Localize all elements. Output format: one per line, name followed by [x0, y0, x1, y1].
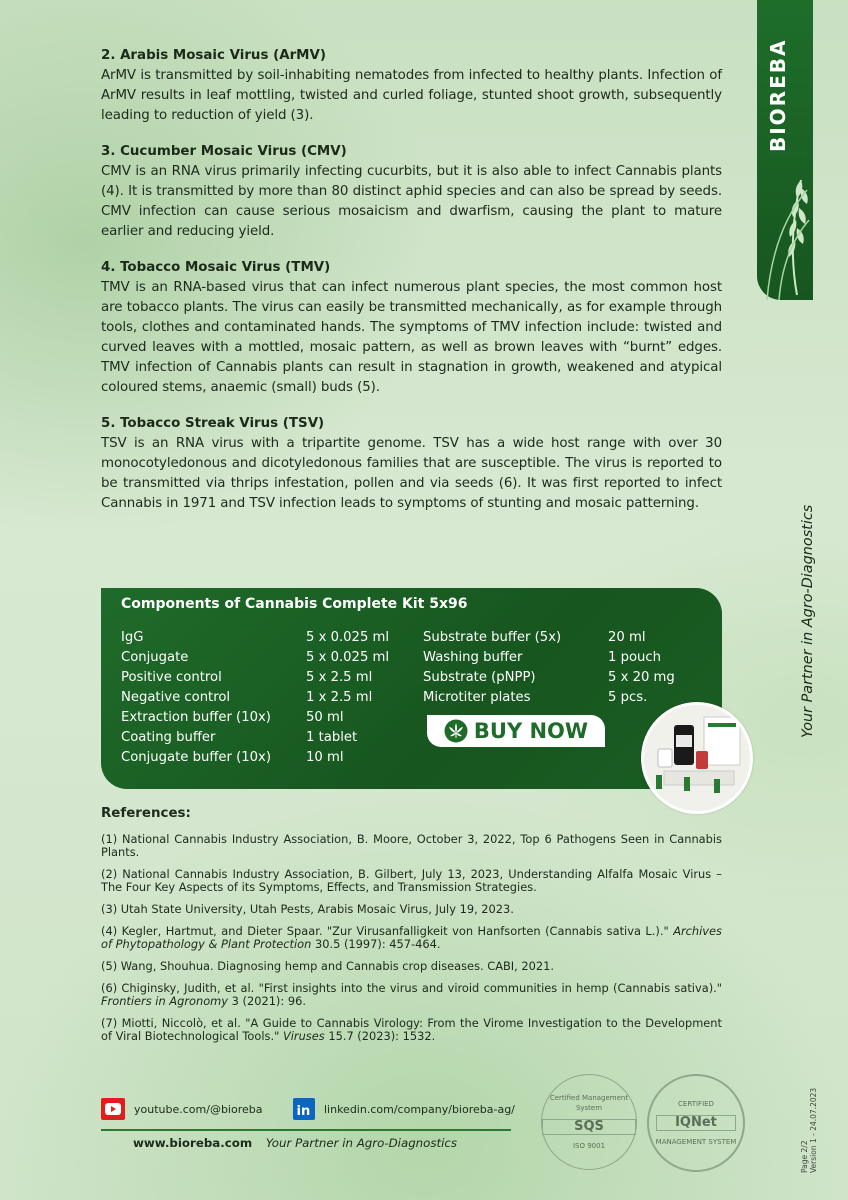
page-number: Page 2/2 — [800, 1140, 809, 1173]
footer-tagline: Your Partner in Agro-Diagnostics — [265, 1136, 458, 1150]
reference-text: (5) Wang, Shouhua. Diagnosing hemp and Cannabis crop diseases. CABI, 2021. — [101, 959, 555, 973]
kit-item-qty: 5 x 0.025 ml — [306, 650, 390, 665]
reference-tail: 30.5 (1997): 457-464. — [311, 937, 441, 951]
reference-item — [101, 903, 722, 916]
kit-item-name: Conjugate — [121, 650, 189, 665]
kit-item-name: Negative control — [121, 690, 231, 705]
reference-item — [101, 833, 722, 859]
wheat-logo-icon — [757, 150, 813, 300]
reference-item — [101, 960, 722, 973]
kit-item-name: Washing buffer — [423, 650, 523, 665]
reference-text: (3) Utah State University, Utah Pests, Arabis Mosaic Virus, July 19, 2023. — [101, 902, 514, 916]
section-title: 5. Tobacco Streak Virus (TSV) — [101, 416, 325, 431]
iqnet-seal-top-text: CERTIFIED — [678, 1100, 714, 1108]
section-title: 3. Cucumber Mosaic Virus (CMV) — [101, 144, 347, 159]
reference-journal: Viruses — [282, 1029, 325, 1043]
kit-product-image — [641, 702, 753, 814]
page-info — [800, 1063, 818, 1173]
footer-divider — [101, 1129, 511, 1131]
kit-item-name: IgG — [121, 630, 144, 645]
kit-item-qty: 50 ml — [306, 710, 344, 725]
reference-item — [101, 925, 722, 951]
kit-item-qty: 5 pcs. — [608, 690, 648, 705]
reference-journal: Archives of Phytopathology & Plant Protection — [101, 924, 722, 951]
sqs-seal-top-text: Certified Management System — [549, 1094, 629, 1112]
kit-item-qty: 5 x 2.5 ml — [306, 670, 373, 685]
section-cmv — [101, 142, 722, 242]
version-text: Version 1 - 24.07.2023 — [809, 1087, 818, 1173]
linkedin-icon — [293, 1098, 315, 1120]
section-title: 4. Tobacco Mosaic Virus (TMV) — [101, 260, 331, 275]
brand-wordmark: BIOREBA — [766, 38, 790, 152]
sqs-certification-seal — [541, 1074, 637, 1170]
kit-left-names — [121, 628, 271, 768]
youtube-icon — [101, 1098, 125, 1120]
section-text: TMV is an RNA-based virus that can infect numerous plant species, the most common host are tobacco plants. The virus can easily be transmitted mechanically, as for example through tools, clothes and contaminated hands. The symptoms of TMV infection include: twisted and curved leaves with a mottled, mosaic pattern, as well as brown leaves with “burnt” edges. TMV infection of Cannabis plants can result in stagnation in growth, weakened and atypical coloured stems, anaemic (small) buds (5). — [101, 280, 722, 395]
reference-text: (6) Chiginsky, Judith, et al. "First insights into the virus and viroid communities in hemp (Cannabis sativa)." — [101, 981, 722, 995]
youtube-url: youtube.com/@bioreba — [134, 1102, 263, 1116]
kit-item-name: Positive control — [121, 670, 222, 685]
section-tmv — [101, 258, 722, 398]
references-section — [101, 806, 722, 1052]
reference-tail: 15.7 (2023): 1532. — [324, 1029, 436, 1043]
article-body — [101, 46, 722, 530]
kit-item-name: Extraction buffer (10x) — [121, 710, 271, 725]
sqs-seal-bottom-text: ISO 9001 — [572, 1142, 606, 1150]
linkedin-url: linkedin.com/company/bioreba-ag/ — [324, 1102, 515, 1116]
kit-item-qty: 5 x 20 mg — [608, 670, 675, 685]
linkedin-link[interactable] — [293, 1098, 515, 1120]
reference-text: (1) National Cannabis Industry Association, B. Moore, October 3, 2022, Top 6 Pathogens Seen in Cannabis Plants. — [101, 832, 722, 859]
kit-item-name: Substrate buffer (5x) — [423, 630, 562, 645]
kit-item-qty: 1 x 2.5 ml — [306, 690, 373, 705]
sqs-seal-mark: SQS — [542, 1119, 636, 1135]
section-text: CMV is an RNA virus primarily infecting cucurbits, but it is also able to infect Cannabis plants (4). It is transmitted by more than 80 distinct aphid species and can also be spread by seeds. CMV infection can cause serious mosaicism and dwarfism, causing the plant to mature earlier and reducing yield. — [101, 164, 722, 239]
section-text: TSV is an RNA virus with a tripartite genome. TSV has a wide host range with over 30 monocotyledonous and dicotyledonous families that are susceptible. The virus is reported to be transmitted via thrips infestation, pollen and via seeds (6). It was first reported to infect Cannabis in 1971 and TSV infection leads to symptoms of stunting and mosaic patterning. — [101, 436, 722, 511]
side-tagline: Your Partner in Agro-Diagnostics — [800, 504, 816, 738]
footer — [133, 1136, 457, 1150]
iqnet-seal-bottom-text: MANAGEMENT SYSTEM — [655, 1138, 737, 1146]
kit-right-qty — [608, 628, 675, 708]
section-text: ArMV is transmitted by soil-inhabiting nematodes from infected to healthy plants. Infection of ArMV results in leaf mottling, twisted and curled foliage, stunted shoot growth, subsequently leading to reduction of yield (3). — [101, 68, 722, 123]
kit-item-qty: 10 ml — [306, 750, 344, 765]
kit-title: Components of Cannabis Complete Kit 5x96 — [121, 596, 468, 612]
section-tsv — [101, 414, 722, 514]
kit-bottles-illustration — [644, 705, 750, 811]
kit-components-box — [101, 588, 722, 789]
reference-item — [101, 868, 722, 894]
section-title: 2. Arabis Mosaic Virus (ArMV) — [101, 48, 326, 63]
kit-item-name: Coating buffer — [121, 730, 216, 745]
kit-item-name: Conjugate buffer (10x) — [121, 750, 272, 765]
kit-item-qty: 1 pouch — [608, 650, 661, 665]
kit-left-qty — [306, 628, 389, 768]
svg-text:in: in — [296, 1104, 311, 1119]
cannabis-leaf-icon — [444, 719, 468, 743]
reference-journal: Frontiers in Agronomy — [101, 994, 229, 1008]
iqnet-seal-mark: IQNet — [656, 1115, 737, 1131]
reference-text: (7) Miotti, Niccolò, et al. "A Guide to Cannabis Virology: From the Virome Investigation to the Development of Viral Biotechnological Tools." — [101, 1016, 722, 1043]
section-armv — [101, 46, 722, 126]
kit-item-qty: 1 tablet — [306, 730, 358, 745]
youtube-link[interactable] — [101, 1098, 262, 1120]
kit-item-qty: 20 ml — [608, 630, 646, 645]
reference-text: (4) Kegler, Hartmut, and Dieter Spaar. "Zur Virusanfalligkeit von Hanfsorten (Cannabis sativa L.)." — [101, 924, 674, 938]
reference-item — [101, 982, 722, 1008]
kit-item-name: Substrate (pNPP) — [423, 670, 536, 685]
website-link[interactable]: www.bioreba.com — [133, 1136, 253, 1150]
reference-item — [101, 1017, 722, 1043]
kit-right-names — [423, 628, 561, 708]
buy-now-button[interactable] — [427, 715, 605, 747]
kit-item-qty: 5 x 0.025 ml — [306, 630, 390, 645]
kit-item-name: Microtiter plates — [423, 690, 531, 705]
reference-tail: 3 (2021): 96. — [228, 994, 306, 1008]
references-heading: References: — [101, 806, 191, 821]
iqnet-certification-seal — [647, 1074, 745, 1172]
buy-now-label: BUY NOW — [473, 719, 589, 743]
reference-text: (2) National Cannabis Industry Association, B. Gilbert, July 13, 2023, Understanding Alfalfa Mosaic Virus – The Four Key Aspects of its Symptoms, Effects, and Transmission Strategies. — [101, 867, 722, 894]
